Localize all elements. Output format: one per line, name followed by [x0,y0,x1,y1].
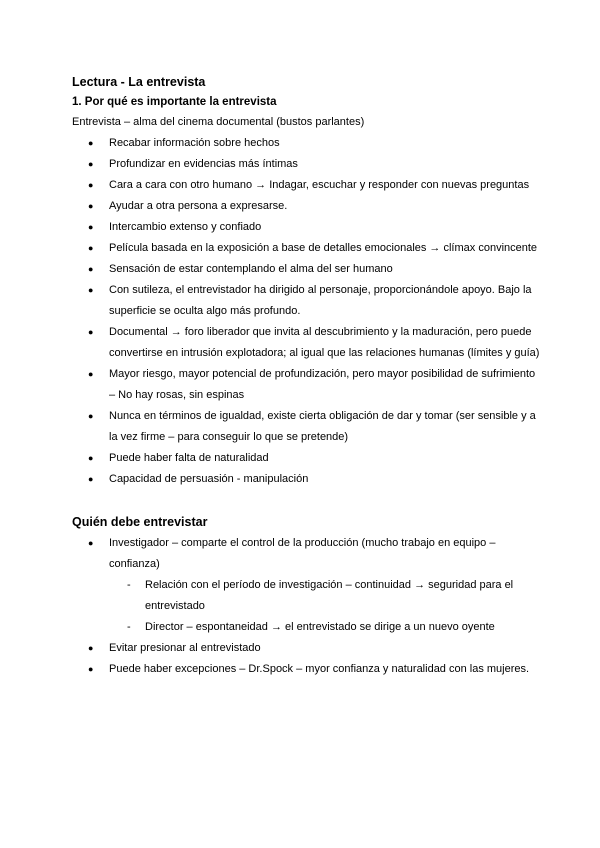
sub-list-item-text: Relación con el período de investigación – continuidad → seguridad para el entrevistado [145,579,514,612]
bullet-icon: ● [88,369,94,379]
bullet-icon: ● [88,243,94,253]
list-item [72,154,540,175]
bullet-icon: ● [88,180,94,190]
list-item-text: Nunca en términos de igualdad, existe cierta obligación de dar y tomar (ser sensible y a la vez firme – para conseguir lo que se pretende) [109,410,536,443]
list-item-text: Evitar presionar al entrevistado [109,642,261,654]
bullet-icon: ● [88,159,94,169]
bullet-icon: ● [88,138,94,148]
list-item [72,448,540,469]
list-item-text: Ayudar a otra persona a expresarse. [109,200,288,212]
bullet-icon: ● [88,453,94,463]
list-item-text: Profundizar en evidencias más íntimas [109,158,298,170]
list-item-text: Intercambio extenso y confiado [109,221,262,233]
bullet-list-who [72,533,540,680]
list-item-text: Recabar información sobre hechos [109,137,280,149]
list-item-text: Puede haber falta de naturalidad [109,452,269,464]
bullet-icon: ● [88,201,94,211]
bullet-icon: ● [88,222,94,232]
bullet-list-importance [72,133,540,490]
list-item-text: Investigador – comparte el control de la producción (mucho trabajo en equipo – confianza) [109,537,496,570]
bullet-icon: ● [88,474,94,484]
list-item-text: Mayor riesgo, mayor potencial de profundización, pero mayor posibilidad de sufrimiento – No hay rosas, sin espinas [109,368,536,401]
dash-icon: - [127,579,131,591]
sub-list [109,575,540,638]
bullet-icon: ● [88,411,94,421]
list-item [72,280,540,322]
list-item-text: Con sutileza, el entrevistador ha dirigido al personaje, proporcionándole apoyo. Bajo la superficie se oculta algo más profundo. [109,284,532,317]
section-heading-who: Quién debe entrevistar [72,515,208,529]
list-item-text: Documental → foro liberador que invita al descubrimiento y la maduración, pero puede convertirse en intrusión explotadora; al igual que las relaciones humanas (límites y guía) [109,326,540,359]
list-item [72,322,540,364]
dash-icon: - [127,621,131,633]
list-item-text: Puede haber excepciones – Dr.Spock – myor confianza y naturalidad con las mujeres. [109,663,530,675]
bullet-icon: ● [88,285,94,295]
list-item-text: Cara a cara con otro humano → Indagar, escuchar y responder con nuevas preguntas [109,179,530,191]
list-item [72,133,540,154]
list-item-text: Sensación de estar contemplando el alma del ser humano [109,263,393,275]
bullet-icon: ● [88,327,94,337]
list-item [72,364,540,406]
sub-list-item [109,617,540,638]
list-item [72,638,540,659]
list-item-text: Capacidad de persuasión - manipulación [109,473,309,485]
list-item [72,659,540,680]
list-item [72,217,540,238]
list-item [72,238,540,259]
sub-list-item [109,575,540,617]
bullet-icon: ● [88,664,94,674]
list-item [72,406,540,448]
list-item [72,175,540,196]
bullet-icon: ● [88,538,94,548]
section-heading-importance: 1. Por qué es importante la entrevista [72,96,277,108]
bullet-icon: ● [88,643,94,653]
list-item [72,469,540,490]
list-item-text: Película basada en la exposición a base de detalles emocionales → clímax convincente [109,242,538,254]
section-intro: Entrevista – alma del cinema documental (bustos parlantes) [72,116,365,128]
document-title: Lectura - La entrevista [72,75,206,89]
section-who-interviews [72,512,540,680]
list-item [72,196,540,217]
list-item [72,259,540,280]
sub-list-item-text: Director – espontaneidad → el entrevistado se dirige a un nuevo oyente [145,621,495,633]
bullet-icon: ● [88,264,94,274]
list-item [72,533,540,638]
